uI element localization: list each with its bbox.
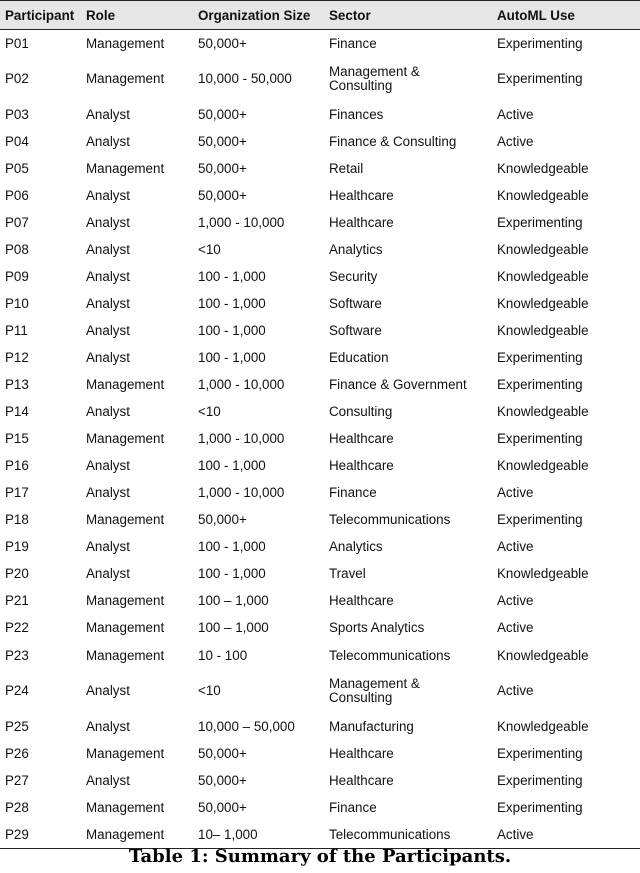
role-cell: Management [86, 512, 165, 528]
sector-cell: Healthcare [329, 593, 394, 609]
participant-cell: P05 [5, 160, 29, 176]
table-header-row [0, 1, 640, 30]
table-row [0, 263, 640, 290]
sector-cell: Healthcare [329, 214, 394, 230]
participant-cell: P08 [5, 241, 29, 257]
header-participant: Participant [0, 1, 86, 30]
participant-cell: P01 [5, 35, 29, 51]
role-cell: Management [86, 35, 165, 51]
table-row [0, 290, 640, 317]
header-organization-size: Organization Size [198, 1, 329, 30]
automl-use-cell: Knowledgeable [497, 458, 589, 474]
role-cell: Analyst [86, 133, 130, 149]
role-cell: Management [86, 620, 165, 636]
automl-use-cell: Experimenting [497, 799, 583, 815]
participant-cell: P23 [5, 647, 29, 663]
organization-size-cell: 1,000 - 10,000 [198, 431, 285, 447]
table-row [0, 588, 640, 615]
organization-size-cell: 1,000 - 10,000 [198, 377, 285, 393]
sector-cell: Security [329, 268, 378, 284]
table-row [0, 561, 640, 588]
role-cell: Analyst [86, 539, 130, 555]
automl-use-cell: Active [497, 539, 534, 555]
role-cell: Management [86, 377, 165, 393]
table-row [0, 182, 640, 209]
participant-cell: P04 [5, 133, 29, 149]
organization-size-cell: 50,000+ [198, 799, 247, 815]
table-row [0, 30, 640, 58]
participant-cell: P15 [5, 431, 29, 447]
sector-cell: Healthcare [329, 187, 394, 203]
role-cell: Management [86, 160, 165, 176]
participant-cell: P25 [5, 718, 29, 734]
automl-use-cell: Active [497, 683, 534, 699]
automl-use-cell: Experimenting [497, 71, 583, 87]
table-row [0, 209, 640, 236]
organization-size-cell: 1,000 - 10,000 [198, 214, 285, 230]
sector-cell: Software [329, 322, 382, 338]
table-row [0, 128, 640, 155]
sector-cell: Management & Consulting [329, 676, 420, 706]
table-row [0, 101, 640, 128]
table-row [0, 507, 640, 534]
participant-cell: P09 [5, 268, 29, 284]
table-row [0, 344, 640, 371]
organization-size-cell: 50,000+ [198, 187, 247, 203]
participant-cell: P20 [5, 566, 29, 582]
role-cell: Analyst [86, 458, 130, 474]
participant-cell: P26 [5, 745, 29, 761]
header-role: Role [86, 1, 198, 30]
role-cell: Analyst [86, 404, 130, 420]
sector-cell: Finance & Consulting [329, 133, 457, 149]
role-cell: Analyst [86, 214, 130, 230]
organization-size-cell: 100 – 1,000 [198, 620, 269, 636]
automl-use-cell: Experimenting [497, 772, 583, 788]
participant-cell: P11 [5, 322, 28, 338]
participant-cell: P06 [5, 187, 29, 203]
role-cell: Analyst [86, 241, 130, 257]
organization-size-cell: 50,000+ [198, 133, 247, 149]
participant-cell: P02 [5, 71, 29, 87]
participant-cell: P18 [5, 512, 29, 528]
sector-cell: Consulting [329, 404, 393, 420]
table-row [0, 713, 640, 740]
sector-cell: Healthcare [329, 772, 394, 788]
table-row [0, 669, 640, 713]
participant-cell: P21 [5, 593, 29, 609]
role-cell: Analyst [86, 187, 130, 203]
organization-size-cell: <10 [198, 241, 221, 257]
participant-cell: P13 [5, 377, 29, 393]
participant-cell: P14 [5, 404, 29, 420]
table-row [0, 155, 640, 182]
role-cell: Management [86, 647, 165, 663]
automl-use-cell: Knowledgeable [497, 241, 589, 257]
table-caption: Table 1: Summary of the Participants. [128, 846, 512, 867]
role-cell: Analyst [86, 485, 130, 501]
role-cell: Analyst [86, 106, 130, 122]
automl-use-cell: Experimenting [497, 35, 583, 51]
role-cell: Management [86, 593, 165, 609]
organization-size-cell: 50,000+ [198, 106, 247, 122]
automl-use-cell: Active [497, 821, 640, 849]
header-sector: Sector [329, 1, 497, 30]
participant-cell: P22 [5, 620, 29, 636]
automl-use-cell: Experimenting [497, 214, 583, 230]
automl-use-cell: Knowledgeable [497, 718, 589, 734]
automl-use-cell: Knowledgeable [497, 160, 589, 176]
organization-size-cell: 100 – 1,000 [198, 593, 269, 609]
sector-cell: Education [329, 349, 389, 365]
participant-cell: P03 [5, 106, 29, 122]
role-cell: Management [86, 821, 198, 849]
table-row [0, 399, 640, 426]
participant-cell: P27 [5, 772, 29, 788]
role-cell: Analyst [86, 322, 130, 338]
organization-size-cell: 50,000+ [198, 160, 247, 176]
organization-size-cell: <10 [198, 404, 221, 420]
table-row [0, 615, 640, 642]
table-row [0, 480, 640, 507]
sector-cell: Software [329, 295, 382, 311]
participant-cell: P28 [5, 799, 29, 815]
role-cell: Management [86, 799, 165, 815]
table-body [0, 30, 640, 849]
sector-cell: Finance [329, 485, 377, 501]
participant-cell: P29 [0, 821, 86, 849]
sector-cell: Analytics [329, 241, 383, 257]
automl-use-cell: Experimenting [497, 349, 583, 365]
automl-use-cell: Knowledgeable [497, 187, 589, 203]
sector-cell: Telecommunications [329, 821, 497, 849]
table-row [0, 57, 640, 101]
organization-size-cell: 10– 1,000 [198, 821, 329, 849]
organization-size-cell: 10,000 – 50,000 [198, 718, 295, 734]
sector-cell: Telecommunications [329, 512, 451, 528]
organization-size-cell: 100 - 1,000 [198, 268, 266, 284]
automl-use-cell: Knowledgeable [497, 295, 589, 311]
sector-cell: Healthcare [329, 745, 394, 761]
table-row [0, 821, 640, 849]
role-cell: Management [86, 71, 165, 87]
organization-size-cell: <10 [198, 683, 221, 699]
automl-use-cell: Experimenting [497, 431, 583, 447]
automl-use-cell: Experimenting [497, 512, 583, 528]
automl-use-cell: Knowledgeable [497, 647, 589, 663]
sector-cell: Finance [329, 35, 377, 51]
organization-size-cell: 10,000 - 50,000 [198, 71, 292, 87]
organization-size-cell: 100 - 1,000 [198, 322, 266, 338]
sector-cell: Analytics [329, 539, 383, 555]
organization-size-cell: 50,000+ [198, 745, 247, 761]
role-cell: Analyst [86, 566, 130, 582]
organization-size-cell: 50,000+ [198, 512, 247, 528]
participant-cell: P07 [5, 214, 29, 230]
automl-use-cell: Knowledgeable [497, 322, 589, 338]
organization-size-cell: 100 - 1,000 [198, 566, 266, 582]
table-row [0, 794, 640, 821]
automl-use-cell: Active [497, 133, 534, 149]
organization-size-cell: 100 - 1,000 [198, 349, 266, 365]
organization-size-cell: 100 - 1,000 [198, 295, 266, 311]
header-automl-use: AutoML Use [497, 1, 640, 30]
automl-use-cell: Knowledgeable [497, 268, 589, 284]
participant-cell: P12 [5, 349, 29, 365]
participant-cell: P16 [5, 458, 29, 474]
table-row [0, 236, 640, 263]
table-row [0, 642, 640, 669]
organization-size-cell: 100 - 1,000 [198, 458, 266, 474]
role-cell: Analyst [86, 772, 130, 788]
participant-cell: P19 [5, 539, 29, 555]
table-row [0, 317, 640, 344]
table-row [0, 534, 640, 561]
automl-use-cell: Knowledgeable [497, 404, 589, 420]
role-cell: Analyst [86, 349, 130, 365]
organization-size-cell: 1,000 - 10,000 [198, 485, 285, 501]
sector-cell: Finance & Government [329, 377, 467, 393]
participant-cell: P24 [5, 683, 29, 699]
organization-size-cell: 10 - 100 [198, 647, 248, 663]
automl-use-cell: Experimenting [497, 377, 583, 393]
sector-cell: Telecommunications [329, 647, 451, 663]
role-cell: Management [86, 431, 165, 447]
sector-cell: Healthcare [329, 431, 394, 447]
sector-cell: Retail [329, 160, 364, 176]
participant-cell: P17 [5, 485, 29, 501]
sector-cell: Travel [329, 566, 366, 582]
automl-use-cell: Experimenting [497, 745, 583, 761]
sector-cell: Healthcare [329, 458, 394, 474]
table-row [0, 426, 640, 453]
sector-cell: Manufacturing [329, 718, 414, 734]
role-cell: Analyst [86, 295, 130, 311]
role-cell: Analyst [86, 718, 130, 734]
table-row [0, 740, 640, 767]
sector-cell: Finances [329, 106, 384, 122]
sector-cell: Sports Analytics [329, 620, 425, 636]
role-cell: Analyst [86, 268, 130, 284]
participant-cell: P10 [5, 295, 29, 311]
role-cell: Management [86, 745, 165, 761]
sector-cell: Finance [329, 799, 377, 815]
automl-use-cell: Active [497, 620, 534, 636]
organization-size-cell: 50,000+ [198, 772, 247, 788]
table-row [0, 372, 640, 399]
automl-use-cell: Knowledgeable [497, 566, 589, 582]
automl-use-cell: Active [497, 106, 534, 122]
automl-use-cell: Active [497, 485, 534, 501]
organization-size-cell: 100 - 1,000 [198, 539, 266, 555]
automl-use-cell: Active [497, 593, 534, 609]
sector-cell: Management & Consulting [329, 64, 420, 94]
table-row [0, 453, 640, 480]
table-row [0, 767, 640, 794]
organization-size-cell: 50,000+ [198, 35, 247, 51]
role-cell: Analyst [86, 683, 130, 699]
